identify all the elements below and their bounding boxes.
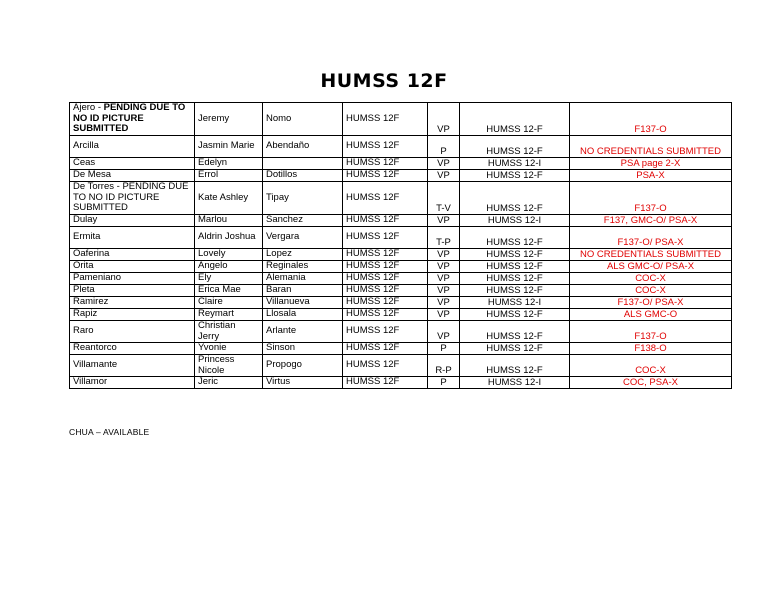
cell-surname — [70, 170, 195, 182]
cell-code: VP — [428, 249, 460, 261]
cell-last-name: Dotillos — [263, 170, 343, 182]
table-row — [70, 182, 732, 215]
cell-last-name — [263, 158, 343, 170]
cell-first-name: Erica Mae — [195, 285, 263, 297]
surname-text: Arcilla — [73, 140, 99, 152]
table-row — [70, 215, 732, 227]
surname-text: Ermita — [73, 231, 101, 243]
cell-first-name: Jasmin Marie — [195, 136, 263, 158]
surname-text: Villamor — [73, 376, 108, 388]
cell-code: VP — [428, 285, 460, 297]
surname-text: Villamante — [73, 359, 118, 371]
cell-section-2: HUMSS 12-F — [460, 355, 570, 377]
surname-text: Reantorco — [73, 342, 117, 354]
surname-text: Ajero - — [73, 102, 104, 114]
table-row — [70, 321, 732, 343]
cell-section: HUMSS 12F — [343, 227, 428, 249]
cell-code: R-P — [428, 355, 460, 377]
cell-section: HUMSS 12F — [343, 285, 428, 297]
cell-remarks: PSA-X — [570, 170, 732, 182]
cell-remarks: COC, PSA-X — [570, 377, 732, 389]
cell-remarks: NO CREDENTIALS SUBMITTED — [570, 249, 732, 261]
cell-section: HUMSS 12F — [343, 103, 428, 136]
cell-first-name: Christian Jerry — [195, 321, 263, 343]
cell-surname — [70, 355, 195, 377]
cell-surname — [70, 136, 195, 158]
cell-remarks: ALS GMC-O — [570, 309, 732, 321]
cell-surname — [70, 215, 195, 227]
cell-last-name: Villanueva — [263, 297, 343, 309]
cell-surname — [70, 343, 195, 355]
table-row — [70, 377, 732, 389]
cell-section-2: HUMSS 12-F — [460, 273, 570, 285]
cell-remarks: F137-O — [570, 182, 732, 215]
table-row — [70, 170, 732, 182]
surname-text: Oaferina — [73, 248, 110, 260]
cell-section: HUMSS 12F — [343, 136, 428, 158]
cell-first-name: Jeric — [195, 377, 263, 389]
cell-section: HUMSS 12F — [343, 343, 428, 355]
surname-text: Raro — [73, 325, 94, 337]
cell-surname — [70, 377, 195, 389]
cell-section: HUMSS 12F — [343, 182, 428, 215]
cell-code: VP — [428, 158, 460, 170]
cell-last-name: Tipay — [263, 182, 343, 215]
cell-remarks: F137-O — [570, 321, 732, 343]
cell-first-name: Ely — [195, 273, 263, 285]
cell-section: HUMSS 12F — [343, 249, 428, 261]
cell-surname — [70, 103, 195, 136]
cell-section: HUMSS 12F — [343, 321, 428, 343]
surname-text: Pleta — [73, 284, 95, 296]
page-title: HUMSS 12F — [320, 70, 448, 92]
cell-first-name: Aldrin Joshua — [195, 227, 263, 249]
cell-last-name: Arlante — [263, 321, 343, 343]
cell-surname — [70, 285, 195, 297]
cell-surname — [70, 321, 195, 343]
cell-section-2: HUMSS 12-I — [460, 158, 570, 170]
surname-text: Rapiz — [73, 308, 98, 320]
cell-remarks: COC-X — [570, 273, 732, 285]
cell-code: P — [428, 377, 460, 389]
cell-surname — [70, 158, 195, 170]
cell-last-name: Sinson — [263, 343, 343, 355]
cell-first-name: Princess Nicole — [195, 355, 263, 377]
cell-code: T-P — [428, 227, 460, 249]
cell-surname — [70, 249, 195, 261]
cell-last-name: Nomo — [263, 103, 343, 136]
pending-note: PENDING DUE TO NO ID PICTURE SUBMITTED — [73, 102, 186, 135]
cell-section: HUMSS 12F — [343, 215, 428, 227]
cell-section-2: HUMSS 12-F — [460, 182, 570, 215]
cell-first-name: Kate Ashley — [195, 182, 263, 215]
cell-section: HUMSS 12F — [343, 309, 428, 321]
table-row — [70, 285, 732, 297]
surname-text: Pameniano — [73, 272, 122, 284]
cell-code: VP — [428, 273, 460, 285]
cell-remarks: NO CREDENTIALS SUBMITTED — [570, 136, 732, 158]
table-row — [70, 309, 732, 321]
cell-last-name: Lopez — [263, 249, 343, 261]
cell-surname — [70, 309, 195, 321]
cell-code: VP — [428, 170, 460, 182]
table-row — [70, 343, 732, 355]
cell-code: P — [428, 343, 460, 355]
cell-first-name: Lovely — [195, 249, 263, 261]
cell-surname — [70, 273, 195, 285]
cell-section: HUMSS 12F — [343, 273, 428, 285]
cell-first-name: Claire — [195, 297, 263, 309]
cell-remarks: F137-O/ PSA-X — [570, 227, 732, 249]
cell-section-2: HUMSS 12-I — [460, 297, 570, 309]
table-body — [70, 103, 732, 389]
surname-text: Ceas — [73, 157, 96, 169]
table-row — [70, 273, 732, 285]
table-row — [70, 136, 732, 158]
cell-surname — [70, 227, 195, 249]
table-row — [70, 158, 732, 170]
cell-last-name: Abendaño — [263, 136, 343, 158]
cell-first-name: Angelo — [195, 261, 263, 273]
cell-section-2: HUMSS 12-F — [460, 343, 570, 355]
cell-first-name: Marlou — [195, 215, 263, 227]
cell-remarks: PSA page 2-X — [570, 158, 732, 170]
cell-section: HUMSS 12F — [343, 261, 428, 273]
footer-note: CHUA – AVAILABLE — [69, 427, 150, 437]
surname-text: De Torres - PENDING DUE TO NO ID PICTURE SUBMITTED — [73, 181, 189, 214]
cell-code: VP — [428, 309, 460, 321]
cell-section-2: HUMSS 12-F — [460, 309, 570, 321]
cell-code: VP — [428, 261, 460, 273]
cell-section: HUMSS 12F — [343, 158, 428, 170]
cell-first-name: Yvonie — [195, 343, 263, 355]
cell-code: VP — [428, 297, 460, 309]
cell-remarks: COC-X — [570, 355, 732, 377]
cell-first-name: Jeremy — [195, 103, 263, 136]
cell-code: VP — [428, 215, 460, 227]
cell-remarks: F137-O/ PSA-X — [570, 297, 732, 309]
cell-code: VP — [428, 321, 460, 343]
surname-text: Ramirez — [73, 296, 109, 308]
cell-last-name: Reginales — [263, 261, 343, 273]
cell-first-name: Edelyn — [195, 158, 263, 170]
surname-text: Orita — [73, 260, 94, 272]
surname-text: Dulay — [73, 214, 98, 226]
cell-surname — [70, 182, 195, 215]
cell-section-2: HUMSS 12-F — [460, 136, 570, 158]
cell-section-2: HUMSS 12-F — [460, 227, 570, 249]
cell-code: VP — [428, 103, 460, 136]
cell-section: HUMSS 12F — [343, 297, 428, 309]
cell-last-name: Virtus — [263, 377, 343, 389]
surname-text: De Mesa — [73, 169, 112, 181]
cell-section-2: HUMSS 12-I — [460, 215, 570, 227]
cell-last-name: Alemania — [263, 273, 343, 285]
cell-last-name: Vergara — [263, 227, 343, 249]
cell-section-2: HUMSS 12-F — [460, 103, 570, 136]
cell-code: T-V — [428, 182, 460, 215]
cell-last-name: Llosala — [263, 309, 343, 321]
cell-section-2: HUMSS 12-F — [460, 170, 570, 182]
cell-remarks: ALS GMC-O/ PSA-X — [570, 261, 732, 273]
cell-last-name: Sanchez — [263, 215, 343, 227]
cell-remarks: COC-X — [570, 285, 732, 297]
cell-section: HUMSS 12F — [343, 377, 428, 389]
table-row — [70, 249, 732, 261]
cell-remarks: F137-O — [570, 103, 732, 136]
cell-surname — [70, 297, 195, 309]
student-credentials-table — [69, 102, 732, 389]
cell-section-2: HUMSS 12-F — [460, 261, 570, 273]
cell-code: P — [428, 136, 460, 158]
table-row — [70, 227, 732, 249]
table-row — [70, 103, 732, 136]
cell-remarks: F137, GMC-O/ PSA-X — [570, 215, 732, 227]
cell-first-name: Errol — [195, 170, 263, 182]
cell-first-name: Reymart — [195, 309, 263, 321]
table-row — [70, 355, 732, 377]
cell-remarks: F138-O — [570, 343, 732, 355]
table-row — [70, 261, 732, 273]
table-row — [70, 297, 732, 309]
cell-section: HUMSS 12F — [343, 355, 428, 377]
cell-last-name: Baran — [263, 285, 343, 297]
cell-section-2: HUMSS 12-F — [460, 321, 570, 343]
cell-section-2: HUMSS 12-F — [460, 249, 570, 261]
cell-section: HUMSS 12F — [343, 170, 428, 182]
cell-section-2: HUMSS 12-I — [460, 377, 570, 389]
cell-section-2: HUMSS 12-F — [460, 285, 570, 297]
cell-last-name: Propogo — [263, 355, 343, 377]
cell-surname — [70, 261, 195, 273]
